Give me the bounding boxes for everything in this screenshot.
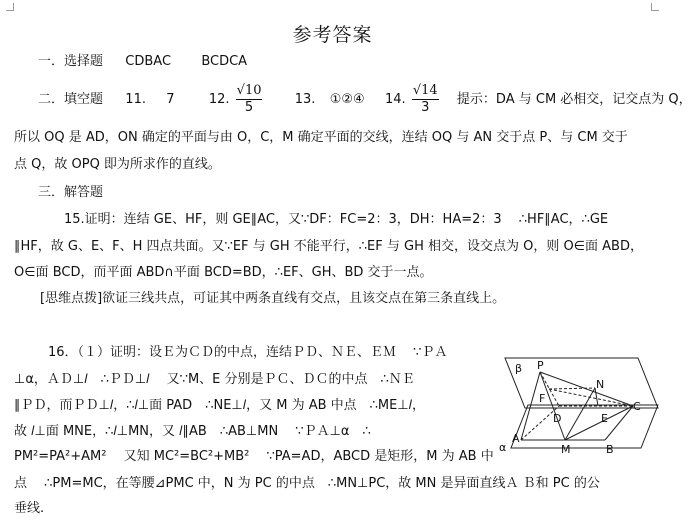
p16-line-7: 垂线. [14, 501, 45, 516]
q12-number: 12. [208, 92, 230, 107]
label-alpha: α [499, 441, 507, 454]
p16-line-5: PM²=PA²+AM² 又知 MC²=BC²+MB² ∵PA=AD，ABCD 是矩形，M 为 AB 中 [14, 449, 494, 464]
edge-PC [540, 372, 633, 406]
section-fill-label: 二．填空题 [38, 92, 104, 107]
section-fill [38, 83, 692, 117]
section-choice [38, 53, 247, 71]
label-P: P [537, 359, 544, 372]
page-title: 参考答案 [292, 24, 373, 46]
label-E: E [601, 412, 608, 425]
section-choice-label: 一．选择题 [38, 54, 104, 69]
p16-line-1: 16．（１）证明：设Ｅ为ＣＤ的中点，连结ＰＤ、ＮＥ、ＥＭ ∵ＰＡ [48, 345, 448, 360]
label-A: A [512, 432, 520, 445]
p16-line-6: 点 ∴PM=MC，在等腰⊿PMC 中，N 为 PC 的中点 ∴MN⊥PC，故 MN 是异面直线Ａ Ｂ和 PC 的公 [14, 476, 600, 491]
p15-line-3: O∈面 BCD，而平面 ABD∩平面 BCD=BD，∴EF、GH、BD 交于一点。 [14, 265, 433, 280]
q14-fraction [412, 83, 439, 116]
p16-line-4: 故 𝑙⊥面 MNE，∴𝑙⊥MN，又 𝑙∥AB ∴AB⊥MN ∵ＰＡ⊥α ∴ [14, 424, 371, 439]
fill-line-2: 所以 OQ 是 AD，ON 确定的平面与由 O，C，M 确定平面的交线，连结 OQ 与 AN 交于点 P、与 CM 交于 [14, 130, 628, 145]
choice-answers-2: BCDCA [201, 54, 248, 69]
edge-BC [605, 406, 633, 440]
edge-FN [549, 388, 595, 389]
q12-numerator: √10 [236, 83, 262, 98]
q14-hint: 提示：DA 与 CM 必相交，记交点为 Q， [456, 92, 692, 107]
q12-fraction [236, 83, 263, 116]
geometry-figure [493, 350, 658, 455]
label-F: F [539, 392, 546, 405]
label-N: N [596, 378, 605, 391]
label-D: D [553, 412, 562, 425]
p15-tip: [思维点拨]欲证三线共点，可证其中两条直线有交点，且该交点在第三条直线上。 [40, 291, 506, 306]
q14-denominator: 3 [421, 100, 430, 115]
p16-line-2: ⊥α，ＡＤ⊥𝑙 ∴ＰＤ⊥𝑙 又∵M、E 分别是ＰＣ、ＤＣ的中点 ∴ＮＥ [14, 372, 415, 387]
corner-mark-right [651, 3, 659, 11]
choice-answers-1: CDBAC [125, 54, 172, 69]
section-solve-label: 三．解答题 [38, 185, 104, 200]
edge-FC [549, 389, 633, 406]
q11-answer: 7 [166, 92, 175, 107]
q14-number: 14. [384, 92, 406, 107]
label-beta: β [515, 362, 523, 375]
label-B: B [606, 443, 614, 456]
p15-line-2: ∥HF，故 G、E、F、H 四点共面。又∵EF 与 GH 不能平行，∴EF 与 GH 相交，设交点为 O，则 O∈面 ABD， [14, 239, 643, 254]
p15-line-1: 15.证明：连结 GE、HF，则 GE∥AC，又∵DF：FC=2：3，DH：HA=2：3 ∴HF∥AC，∴GE [64, 212, 609, 227]
q13-answer: ①②④ [329, 92, 365, 107]
q11-number: 11. [125, 92, 146, 107]
q12-denominator: 5 [244, 100, 254, 115]
p16-line-3: ∥ＰＤ，而ＰＤ⊥𝑙，∴𝑙⊥面 PAD ∴NE⊥𝑙，又 M 为 AB 中点 ∴ME⊥𝑙， [14, 398, 426, 413]
q14-numerator: √14 [412, 83, 438, 98]
corner-mark-left [6, 3, 14, 11]
label-M: M [561, 443, 571, 456]
fill-line-3: 点 Q，故 OPQ 即为所求作的直线。 [14, 157, 221, 172]
q13-number: 13. [294, 92, 316, 107]
label-C: C [633, 400, 641, 413]
